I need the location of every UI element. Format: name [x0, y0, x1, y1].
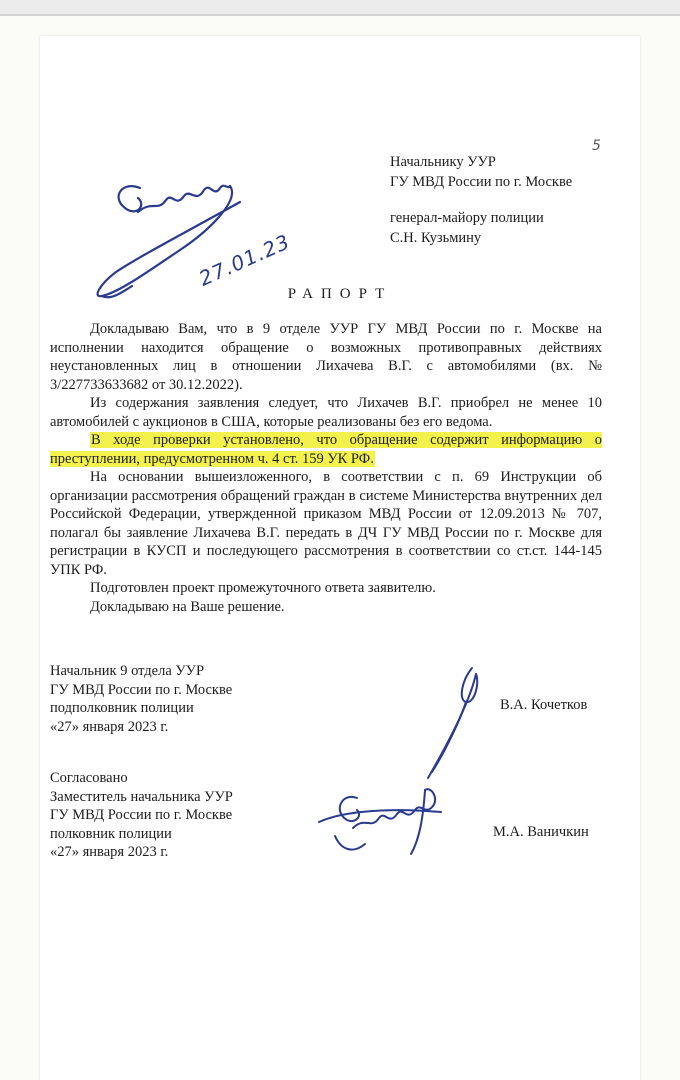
signer1-line: ГУ МВД России по г. Москве [50, 681, 233, 698]
paragraph: Докладываю на Ваше решение. [90, 598, 285, 615]
signer1-line: «27» января 2023 г. [50, 718, 169, 735]
paragraph-highlighted [50, 431, 602, 468]
paragraph: На основании вышеизложенного, в соответствии с п. 69 Инструкции об организации рассмотрения обращений граждан в системе Министерства внутренних дел Российской Федерации, утвержденной приказом МВД России от 12.09.2013 № 707, полагал бы заявление Лихачева В.Г. передать в ДЧ ГУ МВД России по г. Москве для регистрации в КУСП и последующего рассмотрения в соответствии со ст.ст. 144-145 УПК РФ. [50, 469, 602, 578]
signer2-line: ГУ МВД России по г. Москве [50, 807, 233, 823]
signer2-block [50, 769, 300, 862]
report-body [50, 320, 602, 616]
signer1-line: Начальник 9 отдела УУР [50, 663, 205, 679]
signer1-name: В.А. Кочетков [500, 697, 588, 713]
signer1-block [50, 662, 300, 736]
signer2-line: Согласовано [50, 770, 128, 786]
paragraph: Докладываю Вам, что в 9 отделе УУР ГУ МВД России по г. Москве на исполнении находится обращение о возможных противоправных действиях неустановленных лиц в отношении Лихачева В.Г. с автомобилями (вх. № 3/227733633682 от 30.12.2022). [50, 321, 602, 393]
page-number: 5 [592, 138, 601, 154]
addressee-line: генерал-майору полиции [390, 210, 544, 226]
approval-date-handwritten: 27.01.23 [195, 229, 294, 291]
signer1-line: подполковник полиции [50, 700, 194, 716]
addressee-line: ГУ МВД России по г. Москве [390, 174, 573, 190]
addressee-block [390, 152, 630, 248]
highlighted-text: В ходе проверки установлено, что обращение содержит информацию о преступлении, предусмотренном ч. 4 ст. 159 УК РФ. [50, 432, 602, 467]
addressee-line: С.Н. Кузьмину [390, 230, 482, 246]
signer2-line: «27» января 2023 г. [50, 844, 169, 860]
signer2-signature [305, 770, 455, 870]
signer2-line: Заместитель начальника УУР [50, 788, 233, 805]
document-title: РАПОРТ [287, 286, 393, 302]
signer2-line: полковник полиции [50, 825, 172, 842]
paragraph: Из содержания заявления следует, что Лихачев В.Г. приобрел не менее 10 автомобилей с аукционов в США, которые реализованы без его ведома. [50, 395, 602, 430]
paragraph: Подготовлен проект промежуточного ответа заявителю. [90, 580, 436, 596]
addressee-line: Начальнику УУР [390, 154, 496, 170]
signer2-name: М.А. Ваничкин [493, 824, 589, 840]
window-top-bar [0, 0, 680, 16]
